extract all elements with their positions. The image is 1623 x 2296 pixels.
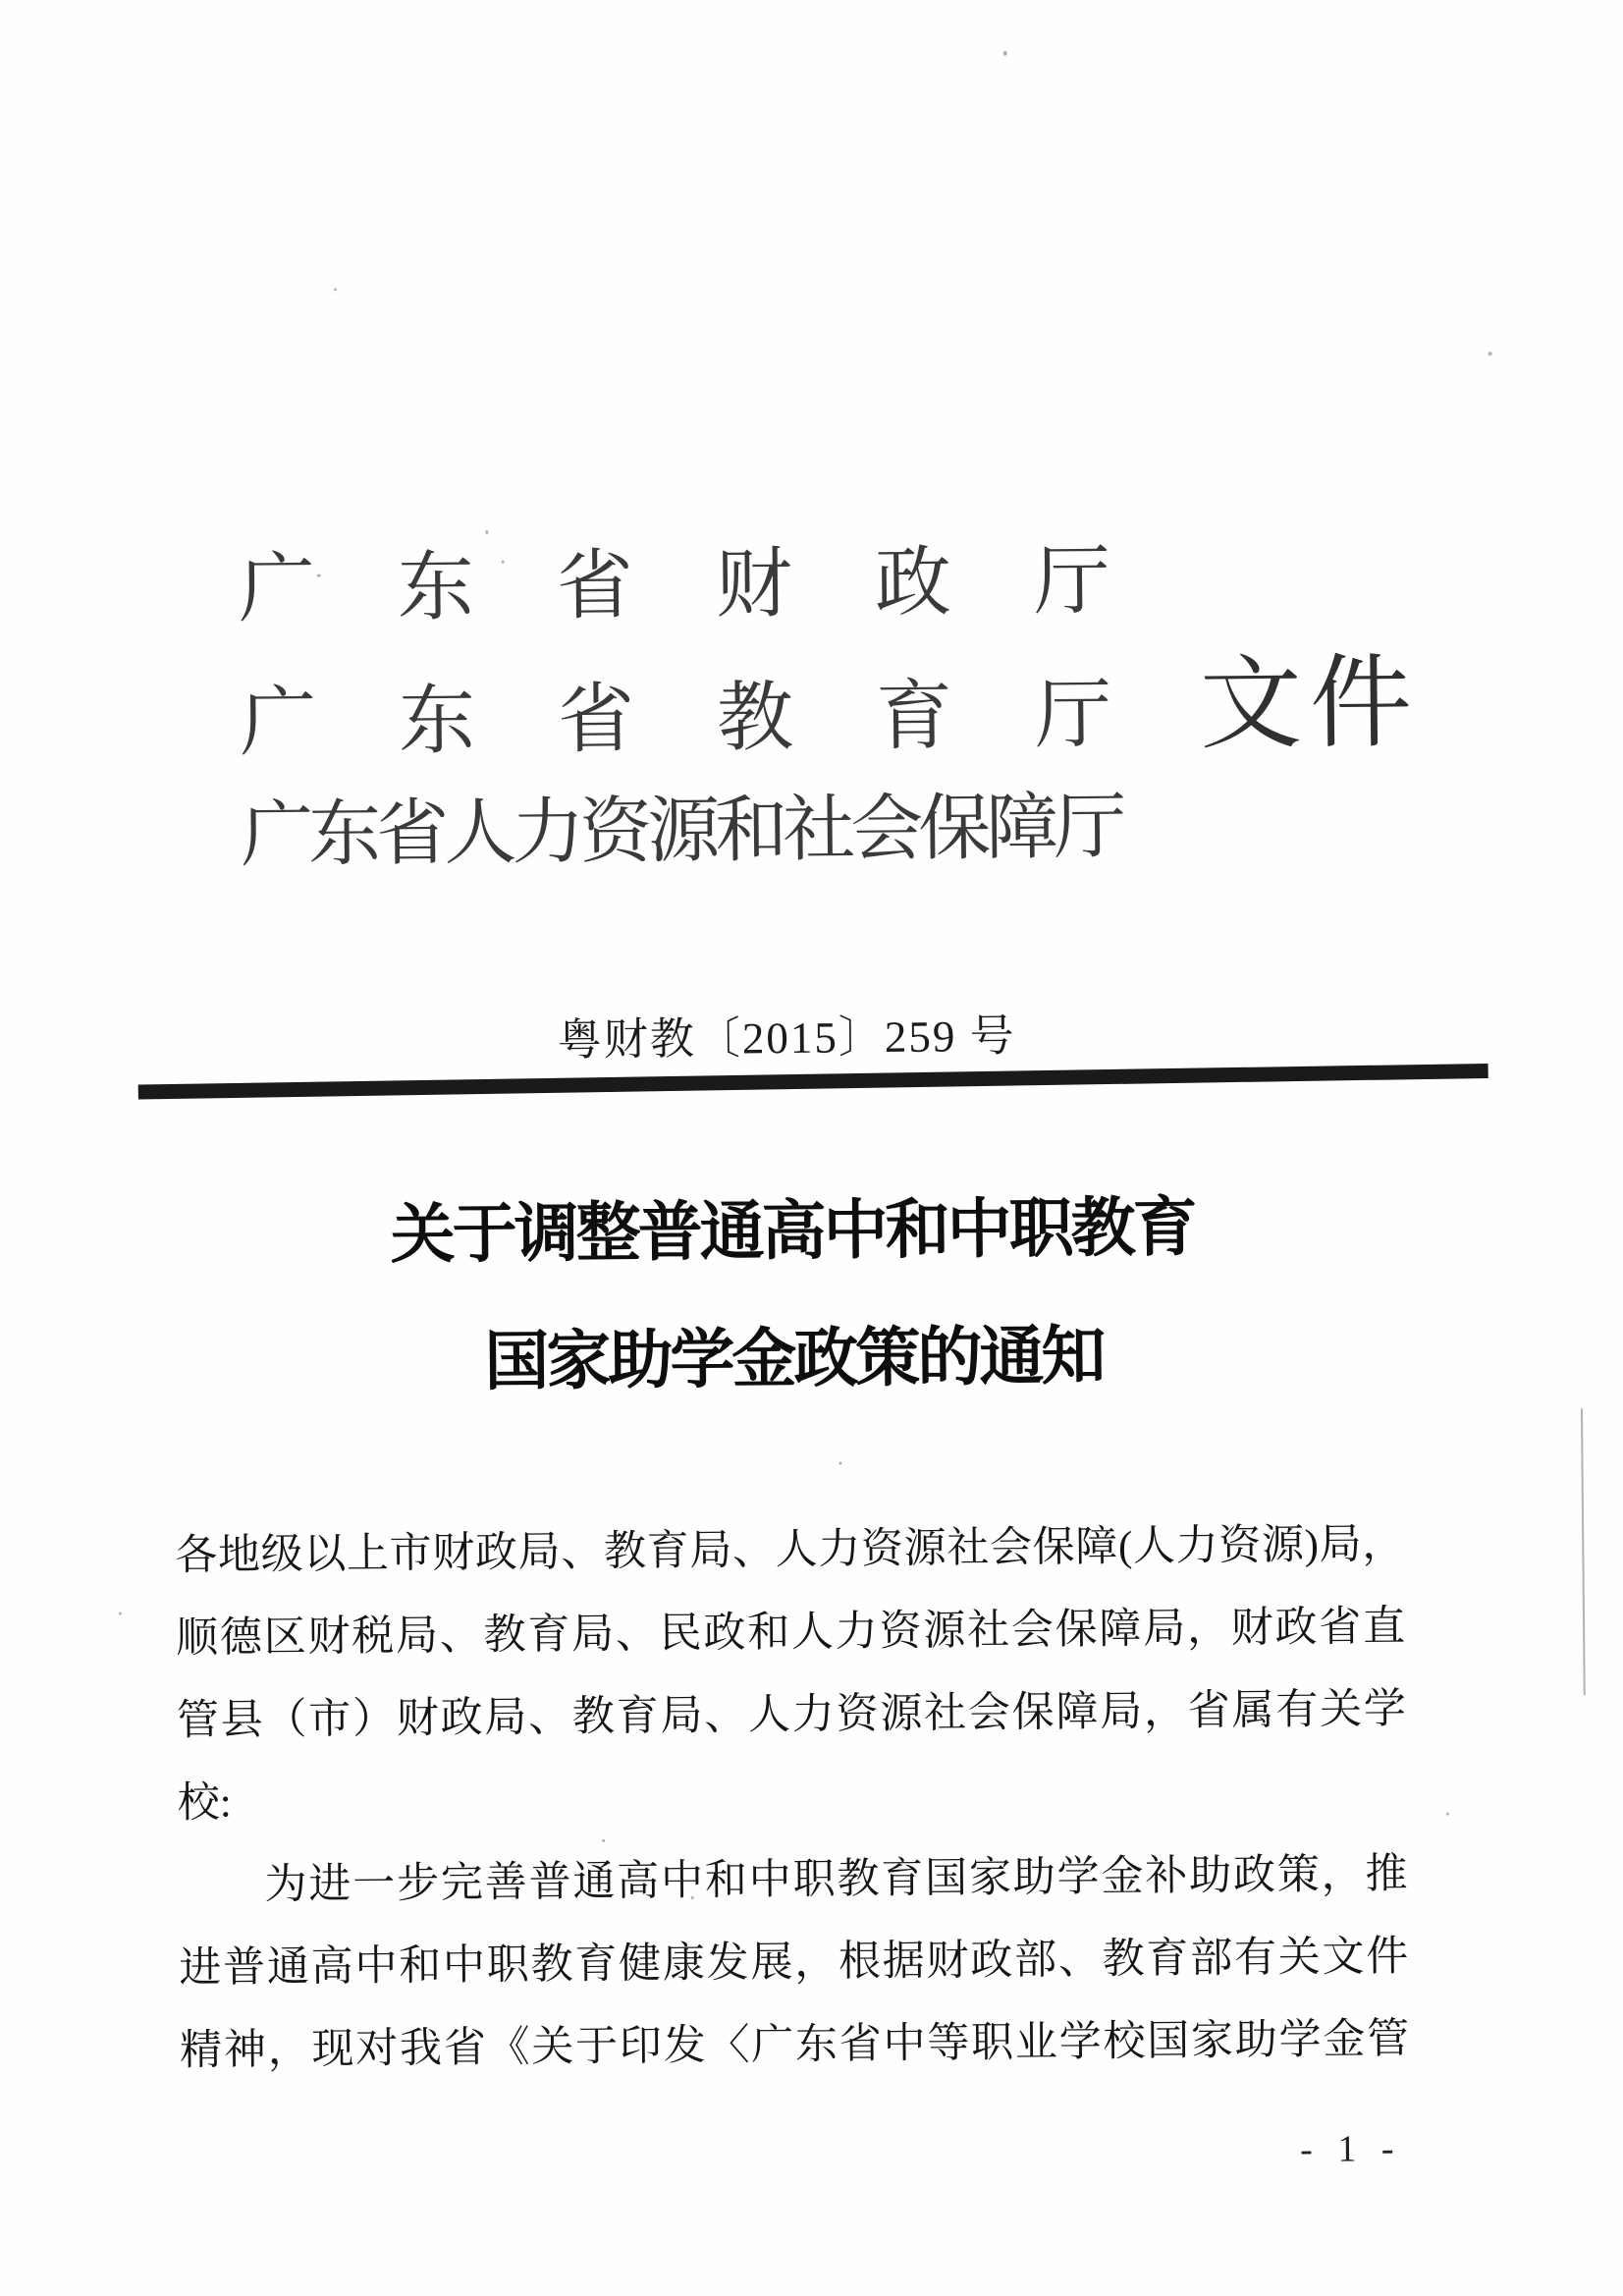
document-word-wenjian: 文件 <box>1199 646 1421 762</box>
body-line-3: 管县（市）财政局、教育局、人力资源社会保障局，省属有关学 <box>176 1685 1407 1745</box>
agency-name-education-department: 广东省教育厅 <box>239 671 1195 766</box>
scan-speck <box>1446 1813 1449 1816</box>
scan-speck <box>1003 51 1007 56</box>
body-line-1: 各地级以上市财政局、教育局、人力资源社会保障(人力资源)局， <box>175 1521 1405 1580</box>
scan-speck <box>602 1839 605 1842</box>
scan-speck <box>691 1896 694 1899</box>
scan-speck <box>485 530 488 534</box>
scan-speck <box>502 561 505 564</box>
scan-speck <box>334 288 337 291</box>
body-text-block <box>175 1503 1410 2093</box>
body-line-2: 顺德区财税局、教育局、民政和人力资源社会保障局，财政省直 <box>175 1603 1406 1663</box>
page-number: - 1 - <box>1299 2128 1402 2171</box>
agency-name-finance-department: 广东省财政厅 <box>238 537 1194 632</box>
body-line-7: 精神，现对我省《关于印发〈广东省中等职业学校国家助学金管 <box>179 2015 1410 2074</box>
agency-name-human-resources-department: 广东省人力资源和社会保障厅 <box>240 787 1122 877</box>
body-line-5: 为进一步完善普通高中和中职教育国家助学金补助政策，推 <box>264 1850 1408 1909</box>
body-line-6: 进普通高中和中职教育健康发展，根据财政部、教育部有关文件 <box>179 1933 1409 1992</box>
scan-speck <box>1488 352 1492 355</box>
document-number: 粤财教〔2015〕259 号 <box>557 1011 1016 1066</box>
scan-speck <box>119 1613 122 1615</box>
scan-speck <box>839 1461 841 1464</box>
body-line-4: 校: <box>177 1779 232 1828</box>
document-title-line-1: 关于调整普通高中和中职教育 <box>390 1192 1196 1272</box>
scan-speck <box>317 574 321 577</box>
document-title-line-2: 国家助学金政策的通知 <box>484 1320 1104 1398</box>
scan-artifact-line <box>1581 1408 1586 1695</box>
agency-name-education-department-row <box>240 648 1421 772</box>
